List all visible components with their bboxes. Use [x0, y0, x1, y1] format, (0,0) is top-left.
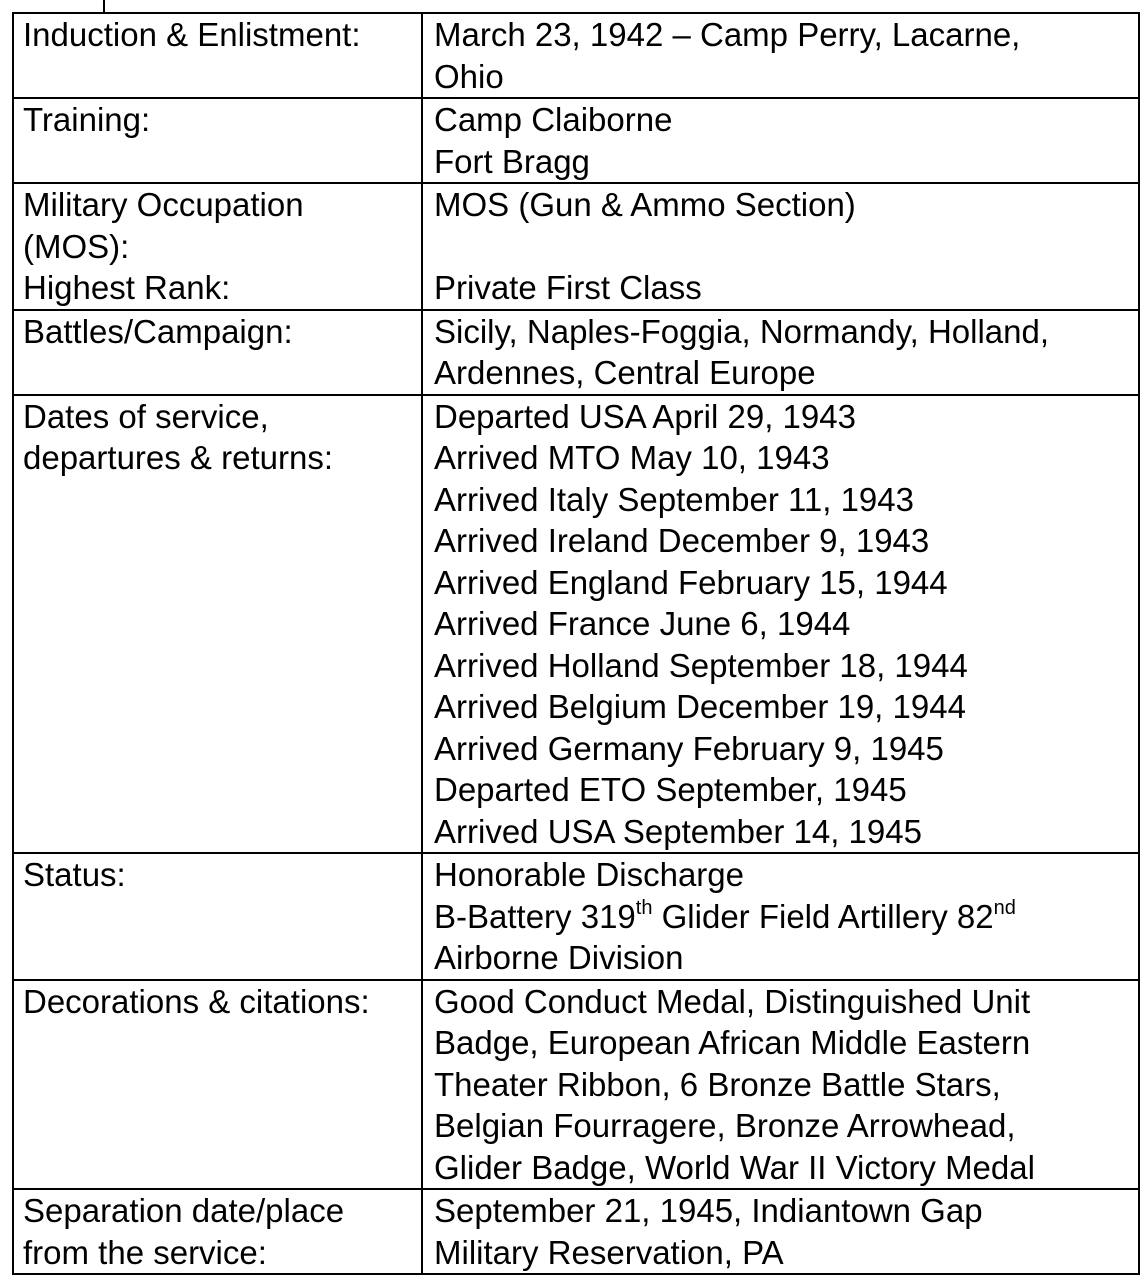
label-cell	[13, 98, 422, 183]
label-text: Battles/Campaign:	[23, 312, 293, 350]
row-occupation-rank	[13, 183, 1139, 310]
label-cell	[13, 310, 422, 395]
value-cell	[422, 13, 1139, 98]
row-separation	[13, 1189, 1139, 1274]
row-training	[13, 98, 1139, 183]
label-cell	[13, 853, 422, 980]
label-text: Military Occupation	[23, 186, 304, 223]
value-text: Arrived Germany February 9, 1945	[434, 729, 944, 767]
value-cell	[422, 395, 1139, 854]
label-text: Decorations & citations:	[23, 982, 370, 1020]
row-dates-of-service	[13, 395, 1139, 854]
unit-text	[434, 896, 1130, 938]
ordinal-suffix: nd	[993, 896, 1016, 919]
value-spacer	[434, 226, 1130, 268]
value-text: Arrived France June 6, 1944	[434, 605, 851, 642]
value-text: Arrived Italy September 11, 1943	[434, 480, 914, 518]
row-battles	[13, 310, 1139, 395]
label-text: Separation date/place	[23, 1192, 345, 1229]
value-text: Sicily, Naples-Foggia, Normandy, Holland,	[434, 312, 1050, 350]
label-text: Highest Rank:	[23, 269, 231, 306]
value-cell	[422, 1189, 1139, 1274]
value-text: Badge, European African Middle Eastern	[434, 1024, 1031, 1061]
row-induction	[13, 13, 1139, 98]
value-text: Good Conduct Medal, Distinguished Unit	[434, 982, 1031, 1020]
label-text: departures & returns:	[23, 439, 333, 476]
value-text: Ohio	[434, 57, 504, 95]
value-text: Fort Bragg	[434, 142, 590, 180]
value-text: Arrived MTO May 10, 1943	[434, 439, 830, 476]
value-cell	[422, 310, 1139, 395]
value-cell	[422, 853, 1139, 980]
value-text: Private First Class	[434, 269, 702, 306]
value-text: Ardennes, Central Europe	[434, 354, 816, 391]
value-text: Honorable Discharge	[434, 856, 745, 893]
value-text: Glider Badge, World War II Victory Medal	[434, 1148, 1035, 1186]
row-status	[13, 853, 1139, 980]
row-decorations	[13, 980, 1139, 1190]
label-text: from the service:	[23, 1233, 267, 1271]
value-text: Arrived USA September 14, 1945	[434, 812, 922, 850]
label-cell	[13, 395, 422, 854]
value-text: Camp Claiborne	[434, 101, 673, 138]
unit-part: B-Battery 319	[434, 897, 636, 935]
value-text: Departed ETO September, 1945	[434, 771, 907, 808]
label-text: Training:	[23, 101, 151, 138]
page-edge-mark	[103, 0, 105, 12]
service-record-table	[12, 12, 1140, 1275]
value-text: Theater Ribbon, 6 Bronze Battle Stars,	[434, 1065, 1001, 1103]
value-text: Arrived Belgium December 19, 1944	[434, 688, 966, 725]
value-text: MOS (Gun & Ammo Section)	[434, 186, 856, 223]
label-text: Induction & Enlistment:	[23, 16, 361, 53]
value-text: Arrived Ireland December 9, 1943	[434, 522, 930, 559]
label-text: (MOS):	[23, 227, 130, 265]
value-text: March 23, 1942 – Camp Perry, Lacarne,	[434, 16, 1021, 53]
label-text: Dates of service,	[23, 397, 269, 435]
value-text: Arrived England February 15, 1944	[434, 563, 948, 601]
label-cell	[13, 1189, 422, 1274]
value-cell	[422, 980, 1139, 1190]
unit-text: Airborne Division	[434, 939, 684, 976]
label-cell	[13, 183, 422, 310]
value-text: September 21, 1945, Indiantown Gap	[434, 1192, 983, 1229]
value-text: Military Reservation, PA	[434, 1233, 784, 1271]
value-cell	[422, 183, 1139, 310]
value-text: Arrived Holland September 18, 1944	[434, 646, 968, 684]
label-cell	[13, 980, 422, 1190]
label-cell	[13, 13, 422, 98]
ordinal-suffix: th	[635, 896, 653, 919]
label-text: Status:	[23, 856, 126, 893]
value-text: Departed USA April 29, 1943	[434, 397, 856, 435]
value-text: Belgian Fourragere, Bronze Arrowhead,	[434, 1107, 1016, 1144]
value-cell	[422, 98, 1139, 183]
unit-part: Glider Field Artillery 82	[652, 897, 994, 935]
